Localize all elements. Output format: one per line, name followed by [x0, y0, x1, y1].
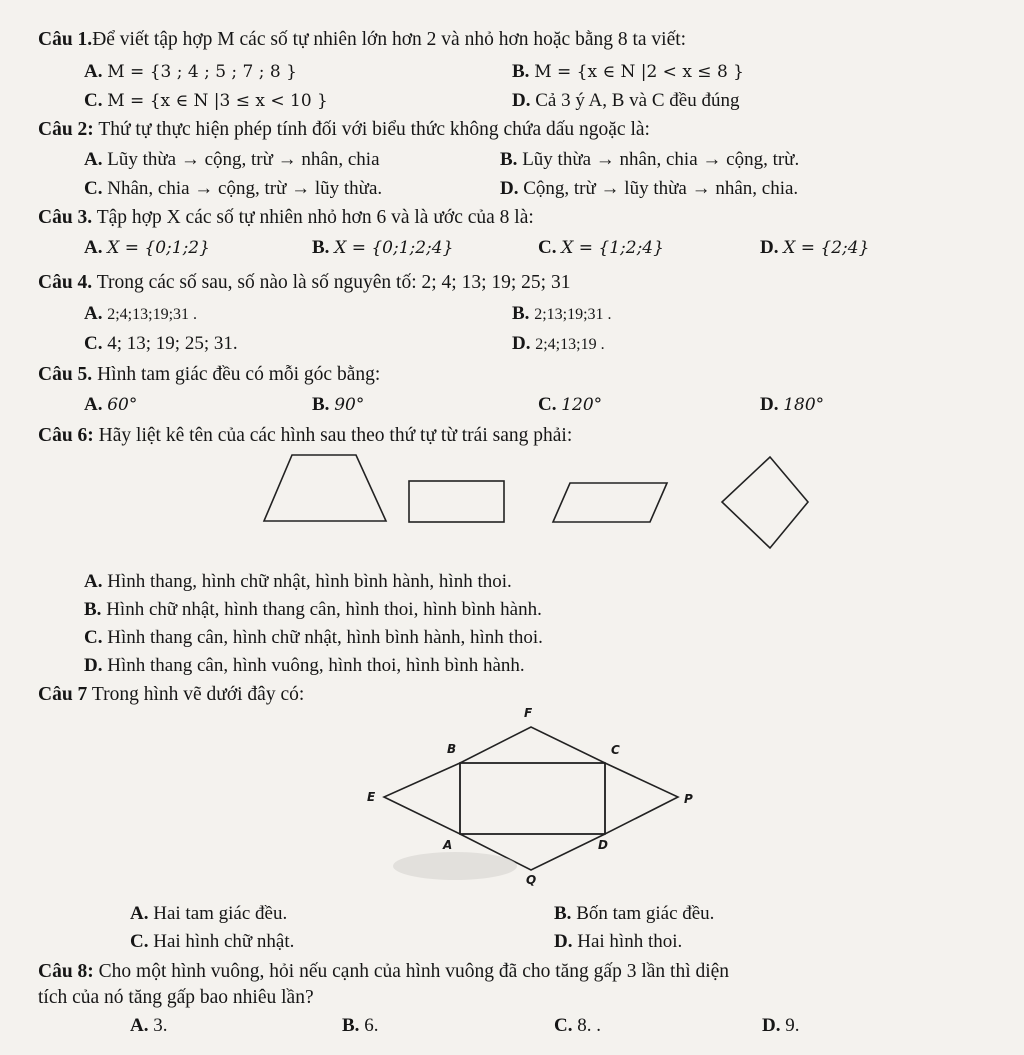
q6-option-d: D. Hình thang cân, hình vuông, hình thoi, hình bình hành.: [84, 655, 525, 676]
q4-option-c: C. 4; 13; 19; 25; 31.: [84, 333, 238, 354]
q8-option-b: B. 6.: [342, 1015, 379, 1036]
q4-title: Câu 4. Trong các số sau, số nào là số nguyên tố: 2; 4; 13; 19; 25; 31: [38, 272, 571, 293]
point-label-p: P: [684, 792, 693, 806]
q2-option-d: D. Cộng, trừ → lũy thừa → nhân, chia.: [500, 178, 799, 199]
q7-option-a: A. Hai tam giác đều.: [130, 903, 288, 924]
q5-option-b: B. 90°: [312, 394, 365, 415]
q7-figure: [384, 727, 678, 870]
scan-smudge: [393, 852, 517, 880]
point-label-b: B: [447, 742, 457, 756]
q3-option-a: A. X = {0;1;2}: [84, 237, 210, 258]
q3-option-d: D. X = {2;4}: [760, 237, 870, 258]
q6-option-c: C. Hình thang cân, hình chữ nhật, hình bình hành, hình thoi.: [84, 627, 543, 648]
q1-option-c: C. M = {x ∈ N |3 ≤ x < 10 }: [84, 90, 328, 111]
point-label-a: A: [443, 838, 453, 852]
q8-option-a: A. 3.: [130, 1015, 168, 1036]
point-label-q: Q: [526, 873, 537, 887]
q6-option-b: B. Hình chữ nhật, hình thang cân, hình thoi, hình bình hành.: [84, 599, 542, 620]
q7-option-c: C. Hai hình chữ nhật.: [130, 931, 295, 952]
q3-option-c: C. X = {1;2;4}: [538, 237, 664, 258]
q2-option-a: A. Lũy thừa → cộng, trừ → nhân, chia: [84, 149, 380, 170]
q2-option-c: C. Nhân, chia → cộng, trừ → lũy thừa.: [84, 178, 383, 199]
q5-option-c: C. 120°: [538, 394, 603, 415]
q5-option-d: D. 180°: [760, 394, 825, 415]
q7-option-b: B. Bốn tam giác đều.: [554, 903, 715, 924]
q1-option-b: B. M = {x ∈ N |2 < x ≤ 8 }: [512, 61, 744, 82]
q2-title: Câu 2: Thứ tự thực hiện phép tính đối với biểu thức không chứa dấu ngoặc là:: [38, 119, 650, 140]
point-label-d: D: [598, 838, 608, 852]
q1-option-d: D. Cả 3 ý A, B và C đều đúng: [512, 90, 740, 111]
q8-title-line2: tích của nó tăng gấp bao nhiêu lần?: [38, 987, 314, 1008]
triangle-bfc: [460, 727, 605, 763]
q6-title: Câu 6: Hãy liệt kê tên của các hình sau theo thứ tự từ trái sang phải:: [38, 425, 573, 446]
q3-title: Câu 3. Tập hợp X các số tự nhiên nhỏ hơn 6 và là ước của 8 là:: [38, 207, 534, 228]
q2-option-b: B. Lũy thừa → nhân, chia → cộng, trừ.: [500, 149, 800, 170]
q3-option-b: B. X = {0;1;2;4}: [312, 237, 454, 258]
q8-option-c: C. 8. .: [554, 1015, 601, 1036]
point-label-e: E: [367, 790, 376, 804]
q6-option-a: A. Hình thang, hình chữ nhật, hình bình hành, hình thoi.: [84, 571, 512, 592]
triangle-eba: [384, 763, 460, 834]
q4-option-d: D. 2;4;13;19 .: [512, 333, 605, 354]
q4-option-a: A. 2;4;13;19;31 .: [84, 303, 198, 324]
q4-option-b: B. 2;13;19;31 .: [512, 303, 612, 324]
q7-option-d: D. Hai hình thoi.: [554, 931, 683, 952]
rhombus-shape: [722, 457, 808, 548]
point-label-c: C: [611, 743, 620, 757]
q1-title: Câu 1.Để viết tập hợp M các số tự nhiên lớn hơn 2 và nhỏ hơn hoặc bằng 8 ta viết:: [38, 29, 687, 50]
q1-option-a: A. M = {3 ; 4 ; 5 ; 7 ; 8 }: [84, 61, 297, 82]
q7-title: Câu 7 Trong hình vẽ dưới đây có:: [38, 684, 305, 705]
q5-title: Câu 5. Hình tam giác đều có mỗi góc bằng:: [38, 364, 381, 385]
triangle-cpd: [605, 763, 678, 834]
q5-option-a: A. 60°: [84, 394, 138, 415]
rectangle-shape: [409, 481, 504, 522]
q8-option-d: D. 9.: [762, 1015, 800, 1036]
q8-title: Câu 8: Cho một hình vuông, hỏi nếu cạnh của hình vuông đã cho tăng gấp 3 lần thì diện: [38, 961, 730, 982]
point-label-f: F: [524, 706, 533, 720]
parallelogram-shape: [553, 483, 667, 522]
rectangle-abcd: [460, 763, 605, 834]
trapezoid-shape: [264, 455, 386, 521]
